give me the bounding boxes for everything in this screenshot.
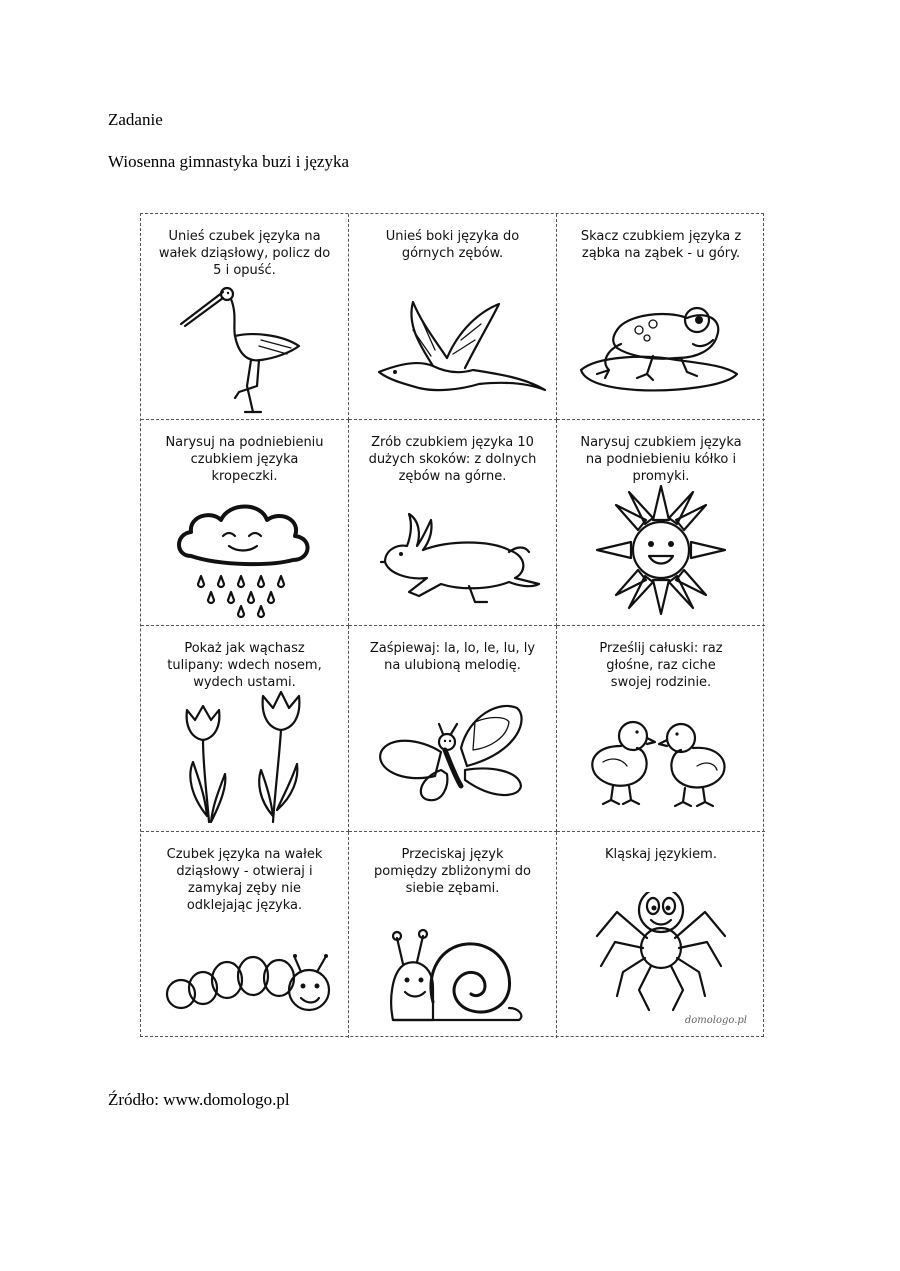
sun-icon xyxy=(557,480,765,620)
exercise-card xyxy=(141,214,349,420)
card-instruction: Narysuj na podniebieniu czubkiem języka kropeczki. xyxy=(165,435,324,484)
exercise-card xyxy=(557,626,765,832)
exercise-card xyxy=(141,420,349,626)
card-instruction: Unieś czubek języka na wałek dziąsłowy, policz do 5 i opuść. xyxy=(158,229,331,278)
card-instruction: Zrób czubkiem języka 10 dużych skoków: z dolnych zębów na górne. xyxy=(368,435,537,484)
stork-icon xyxy=(141,274,349,414)
tulips-icon xyxy=(141,686,349,826)
rain-cloud-icon xyxy=(141,480,349,620)
watermark-text: domologo.pl xyxy=(684,1015,747,1026)
exercise-card xyxy=(141,626,349,832)
card-instruction: Prześlij całuski: raz głośne, raz ciche swojej rodzinie. xyxy=(599,641,723,690)
card-instruction: Czubek języka na wałek dziąsłowy - otwieraj i zamykaj zęby nie odklejając języka. xyxy=(166,847,323,913)
exercise-card xyxy=(557,420,765,626)
butterfly-icon xyxy=(349,686,557,826)
document-heading: Zadanie xyxy=(108,110,163,129)
swallow-icon xyxy=(349,274,557,414)
card-instruction: Kląskaj językiem. xyxy=(605,847,717,862)
exercise-card xyxy=(557,832,765,1038)
exercise-card xyxy=(557,214,765,420)
spider-icon xyxy=(557,892,765,1032)
rabbit-icon xyxy=(349,480,557,620)
card-instruction: Przeciskaj język pomiędzy zbliżonymi do siebie zębami. xyxy=(373,847,531,896)
source-credit: Źródło: www.domologo.pl xyxy=(108,1090,290,1109)
card-instruction: Zaśpiewaj: la, lo, le, lu, ly na ulubioną melodię. xyxy=(369,641,536,673)
exercise-card-grid xyxy=(140,213,764,1037)
exercise-card xyxy=(349,214,557,420)
exercise-card xyxy=(141,832,349,1038)
document-subtitle: Wiosenna gimnastyka buzi i języka xyxy=(108,152,350,171)
exercise-card xyxy=(349,420,557,626)
card-instruction: Skacz czubkiem języka z ząbka na ząbek - u góry. xyxy=(580,229,742,261)
exercise-card xyxy=(349,626,557,832)
snail-icon xyxy=(349,892,557,1032)
card-instruction: Narysuj czubkiem języka na podniebieniu kółko i promyki. xyxy=(580,435,742,484)
exercise-card xyxy=(349,832,557,1038)
caterpillar-icon xyxy=(141,892,349,1032)
card-instruction: Unieś boki języka do górnych zębów. xyxy=(385,229,520,261)
frog-icon xyxy=(557,274,765,414)
chicks-icon xyxy=(557,686,765,826)
card-instruction: Pokaż jak wąchasz tulipany: wdech nosem, wydech ustami. xyxy=(167,641,322,690)
